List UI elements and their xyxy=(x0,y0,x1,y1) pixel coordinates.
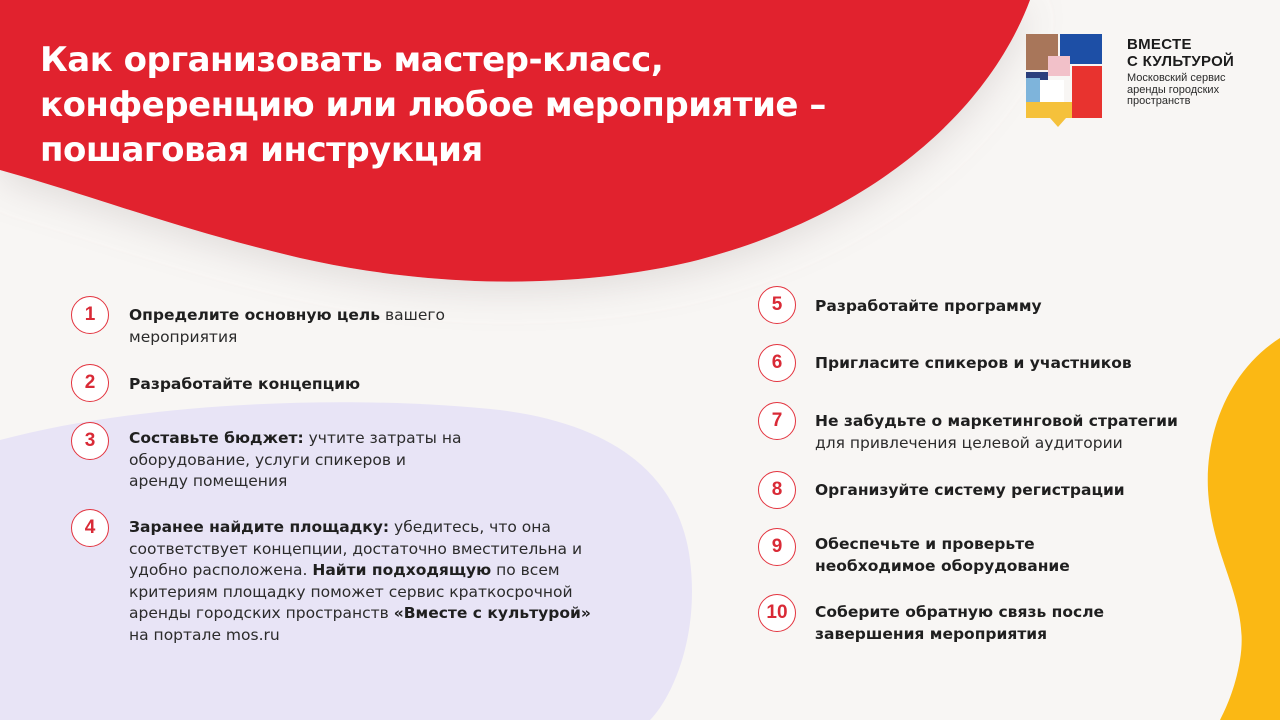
step-text-5 xyxy=(815,296,1215,318)
title-line-1: Как организовать мастер-класс, xyxy=(40,40,664,80)
step-4-bold: Заранее найдите площадку: xyxy=(129,518,390,536)
step-4-rest-3: на портале mos.ru xyxy=(129,625,280,644)
step-text-1 xyxy=(129,305,459,348)
step-number-6: 6 xyxy=(758,344,796,382)
step-number-1: 1 xyxy=(71,296,109,334)
step-4-bold-2: Найти подходящую xyxy=(312,561,492,579)
step-4-rest: убедитесь, что она соответствует концепции, достаточно вместительна и удобно расположена. xyxy=(129,518,583,579)
step-number-4: 4 xyxy=(71,509,109,547)
step-number-3: 3 xyxy=(71,422,109,460)
brand-name-line-1: ВМЕСТЕ xyxy=(1127,36,1192,53)
step-text-6 xyxy=(815,353,1215,375)
step-number-8: 8 xyxy=(758,471,796,509)
step-number-9: 9 xyxy=(758,528,796,566)
step-7-rest: для привлечения целевой аудитории xyxy=(815,433,1123,452)
step-text-3 xyxy=(129,428,464,493)
step-5-bold: Разработайте программу xyxy=(815,297,1042,315)
step-9-bold: Обеспечьте и проверьте необходимое оборудование xyxy=(815,535,1070,575)
step-10-bold: Соберите обратную связь после завершения мероприятия xyxy=(815,603,1105,643)
brand-name xyxy=(1127,36,1267,70)
step-text-4 xyxy=(129,517,594,646)
step-text-7 xyxy=(815,411,1215,454)
brand-block xyxy=(1127,36,1267,108)
step-6-bold: Пригласите спикеров и участников xyxy=(815,354,1132,372)
step-7-bold: Не забудьте о маркетинговой стратегии xyxy=(815,412,1178,430)
step-text-2 xyxy=(129,374,459,396)
brand-name-line-2: С КУЛЬТУРОЙ xyxy=(1127,53,1235,70)
step-number-2: 2 xyxy=(71,364,109,402)
page-title xyxy=(40,38,940,173)
step-3-bold: Составьте бюджет: xyxy=(129,429,304,447)
step-2-bold: Разработайте концепцию xyxy=(129,375,361,393)
step-3-rest: учтите затраты на оборудование, услуги спикеров и аренду помещения xyxy=(129,429,462,490)
step-number-10: 10 xyxy=(758,594,796,632)
step-number-5: 5 xyxy=(758,286,796,324)
step-text-10 xyxy=(815,602,1115,645)
step-4-bold-3: «Вместе с культурой» xyxy=(393,604,591,622)
step-text-8 xyxy=(815,480,1215,502)
step-1-bold: Определите основную цель xyxy=(129,306,381,324)
vmeste-s-kulturoy-logo-icon xyxy=(1026,34,1104,128)
yellow-blob xyxy=(1208,338,1280,720)
title-line-2: конференцию или любое мероприятие – xyxy=(40,85,826,125)
step-number-7: 7 xyxy=(758,402,796,440)
step-1-rest: вашего мероприятия xyxy=(129,306,445,346)
step-text-9 xyxy=(815,534,1160,577)
brand-subtitle: Московский сервис аренды городских пространств xyxy=(1127,72,1226,107)
step-4-rest-2: по всем критериям площадку поможет сервис краткосрочной аренды городских пространств xyxy=(129,561,573,622)
title-line-3: пошаговая инструкция xyxy=(40,130,483,170)
step-8-bold: Организуйте систему регистрации xyxy=(815,481,1125,499)
